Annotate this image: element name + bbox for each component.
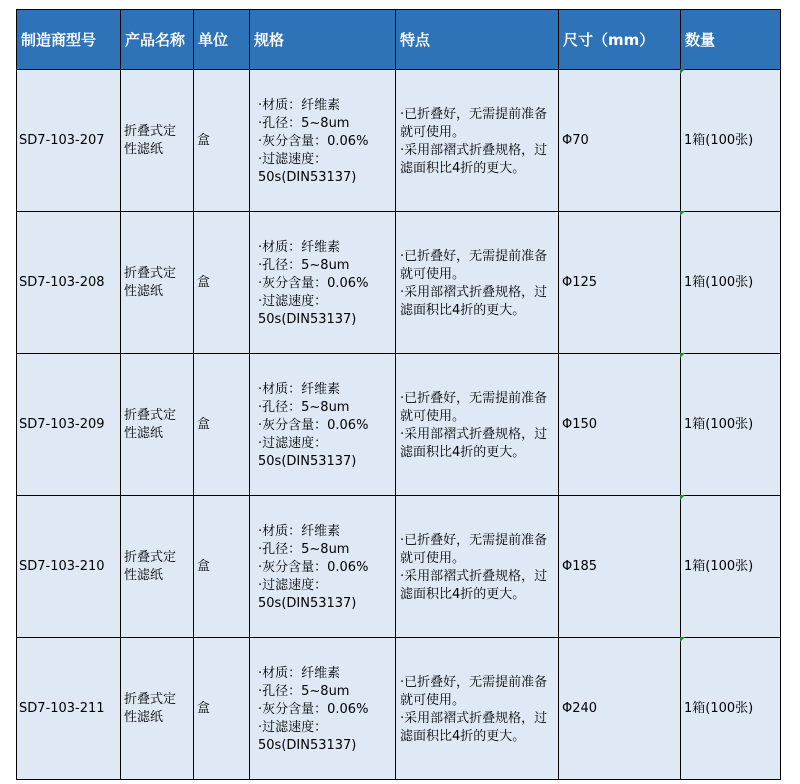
- size-cell: [559, 496, 681, 638]
- spec-line: ·孔径：5~8um: [258, 115, 350, 131]
- qty-value: 1箱(100张): [684, 132, 754, 148]
- spec-line: ·过滤速度：: [258, 577, 328, 593]
- spec-line: ·过滤速度：: [258, 151, 328, 167]
- size-cell: [559, 212, 681, 354]
- table-row: [17, 496, 781, 638]
- model-cell: [17, 354, 121, 496]
- spec-line: ·灰分含量：0.06%: [258, 275, 369, 291]
- size-value: Φ240: [562, 700, 598, 716]
- table-row: [17, 212, 781, 354]
- header-size: 尺寸（mm）: [559, 10, 681, 70]
- unit-cell: [194, 496, 250, 638]
- spec-line: ·孔径：5~8um: [258, 683, 350, 699]
- feature-line: ·已折叠好，无需提前准备就可使用。: [400, 106, 548, 140]
- qty-value: 1箱(100张): [684, 558, 754, 574]
- product-name-cell: [121, 212, 194, 354]
- spec-line: 50s(DIN53137): [258, 453, 357, 469]
- header-spec: 规格: [250, 10, 396, 70]
- size-cell: [559, 638, 681, 780]
- features-cell: [396, 638, 559, 780]
- table-row: [17, 70, 781, 212]
- spec-cell: [250, 496, 396, 638]
- header-row: [17, 10, 781, 70]
- unit-cell: [194, 70, 250, 212]
- unit-cell: [194, 638, 250, 780]
- table-row: [17, 638, 781, 780]
- spec-cell: [250, 354, 396, 496]
- product-name: 折叠式定性滤纸: [124, 123, 177, 157]
- product-name-cell: [121, 496, 194, 638]
- spec-line: ·过滤速度：: [258, 719, 328, 735]
- size-value: Φ125: [562, 274, 598, 290]
- unit-value: 盒: [197, 558, 211, 574]
- spec-line: ·灰分含量：0.06%: [258, 417, 369, 433]
- features-cell: [396, 212, 559, 354]
- features-cell: [396, 496, 559, 638]
- product-name: 折叠式定性滤纸: [124, 691, 177, 725]
- spec-cell: [250, 212, 396, 354]
- header-qty: 数量: [681, 10, 781, 70]
- product-name: 折叠式定性滤纸: [124, 265, 177, 299]
- model-number: SD7-103-208: [19, 274, 105, 290]
- spec-line: ·材质：纤维素: [258, 523, 341, 539]
- unit-cell: [194, 212, 250, 354]
- unit-value: 盒: [197, 700, 211, 716]
- model-number: SD7-103-209: [19, 416, 105, 432]
- product-table: [16, 9, 781, 780]
- spec-line: ·灰分含量：0.06%: [258, 701, 369, 717]
- spec-cell: [250, 70, 396, 212]
- model-number: SD7-103-210: [19, 558, 105, 574]
- header-features: 特点: [396, 10, 559, 70]
- spec-line: ·孔径：5~8um: [258, 399, 350, 415]
- qty-cell: [681, 354, 781, 496]
- model-cell: [17, 70, 121, 212]
- spec-line: ·灰分含量：0.06%: [258, 133, 369, 149]
- features-cell: [396, 70, 559, 212]
- qty-cell: [681, 212, 781, 354]
- model-cell: [17, 496, 121, 638]
- spec-line: ·材质：纤维素: [258, 381, 341, 397]
- spec-line: ·孔径：5~8um: [258, 541, 350, 557]
- feature-line: ·已折叠好，无需提前准备就可使用。: [400, 390, 548, 424]
- feature-line: ·采用部褶式折叠规格，过滤面积比4折的更大。: [400, 710, 548, 744]
- table-row: [17, 354, 781, 496]
- table-header: [17, 10, 781, 70]
- feature-line: ·已折叠好，无需提前准备就可使用。: [400, 674, 548, 708]
- qty-cell: [681, 496, 781, 638]
- size-cell: [559, 70, 681, 212]
- comment-marker-icon: [680, 353, 685, 358]
- feature-line: ·已折叠好，无需提前准备就可使用。: [400, 248, 548, 282]
- spec-line: ·孔径：5~8um: [258, 257, 350, 273]
- feature-line: ·采用部褶式折叠规格，过滤面积比4折的更大。: [400, 568, 548, 602]
- unit-cell: [194, 354, 250, 496]
- qty-value: 1箱(100张): [684, 700, 754, 716]
- size-cell: [559, 354, 681, 496]
- comment-marker-icon: [680, 637, 685, 642]
- product-name: 折叠式定性滤纸: [124, 549, 177, 583]
- header-model: 制造商型号: [17, 10, 121, 70]
- product-name: 折叠式定性滤纸: [124, 407, 177, 441]
- header-unit: 单位: [194, 10, 250, 70]
- comment-marker-icon: [680, 211, 685, 216]
- qty-cell: [681, 70, 781, 212]
- spec-line: ·灰分含量：0.06%: [258, 559, 369, 575]
- spec-line: 50s(DIN53137): [258, 311, 357, 327]
- features-cell: [396, 354, 559, 496]
- product-name-cell: [121, 638, 194, 780]
- unit-value: 盒: [197, 416, 211, 432]
- product-name-cell: [121, 354, 194, 496]
- model-cell: [17, 638, 121, 780]
- model-number: SD7-103-211: [19, 700, 105, 716]
- size-value: Φ70: [562, 132, 589, 148]
- spec-cell: [250, 638, 396, 780]
- header-name: 产品名称: [121, 10, 194, 70]
- spec-line: ·材质：纤维素: [258, 665, 341, 681]
- size-value: Φ185: [562, 558, 598, 574]
- feature-line: ·采用部褶式折叠规格，过滤面积比4折的更大。: [400, 426, 548, 460]
- spec-line: 50s(DIN53137): [258, 169, 357, 185]
- spec-line: ·过滤速度：: [258, 435, 328, 451]
- feature-line: ·采用部褶式折叠规格，过滤面积比4折的更大。: [400, 142, 548, 176]
- feature-line: ·已折叠好，无需提前准备就可使用。: [400, 532, 548, 566]
- spec-line: ·过滤速度：: [258, 293, 328, 309]
- model-number: SD7-103-207: [19, 132, 105, 148]
- model-cell: [17, 212, 121, 354]
- qty-value: 1箱(100张): [684, 274, 754, 290]
- size-value: Φ150: [562, 416, 598, 432]
- unit-value: 盒: [197, 132, 211, 148]
- feature-line: ·采用部褶式折叠规格，过滤面积比4折的更大。: [400, 284, 548, 318]
- spec-line: ·材质：纤维素: [258, 97, 341, 113]
- comment-marker-icon: [680, 495, 685, 500]
- product-name-cell: [121, 70, 194, 212]
- qty-cell: [681, 638, 781, 780]
- spec-line: ·材质：纤维素: [258, 239, 341, 255]
- qty-value: 1箱(100张): [684, 416, 754, 432]
- spec-line: 50s(DIN53137): [258, 595, 357, 611]
- table-body: [17, 70, 781, 780]
- comment-marker-icon: [680, 69, 685, 74]
- spec-line: 50s(DIN53137): [258, 737, 357, 753]
- unit-value: 盒: [197, 274, 211, 290]
